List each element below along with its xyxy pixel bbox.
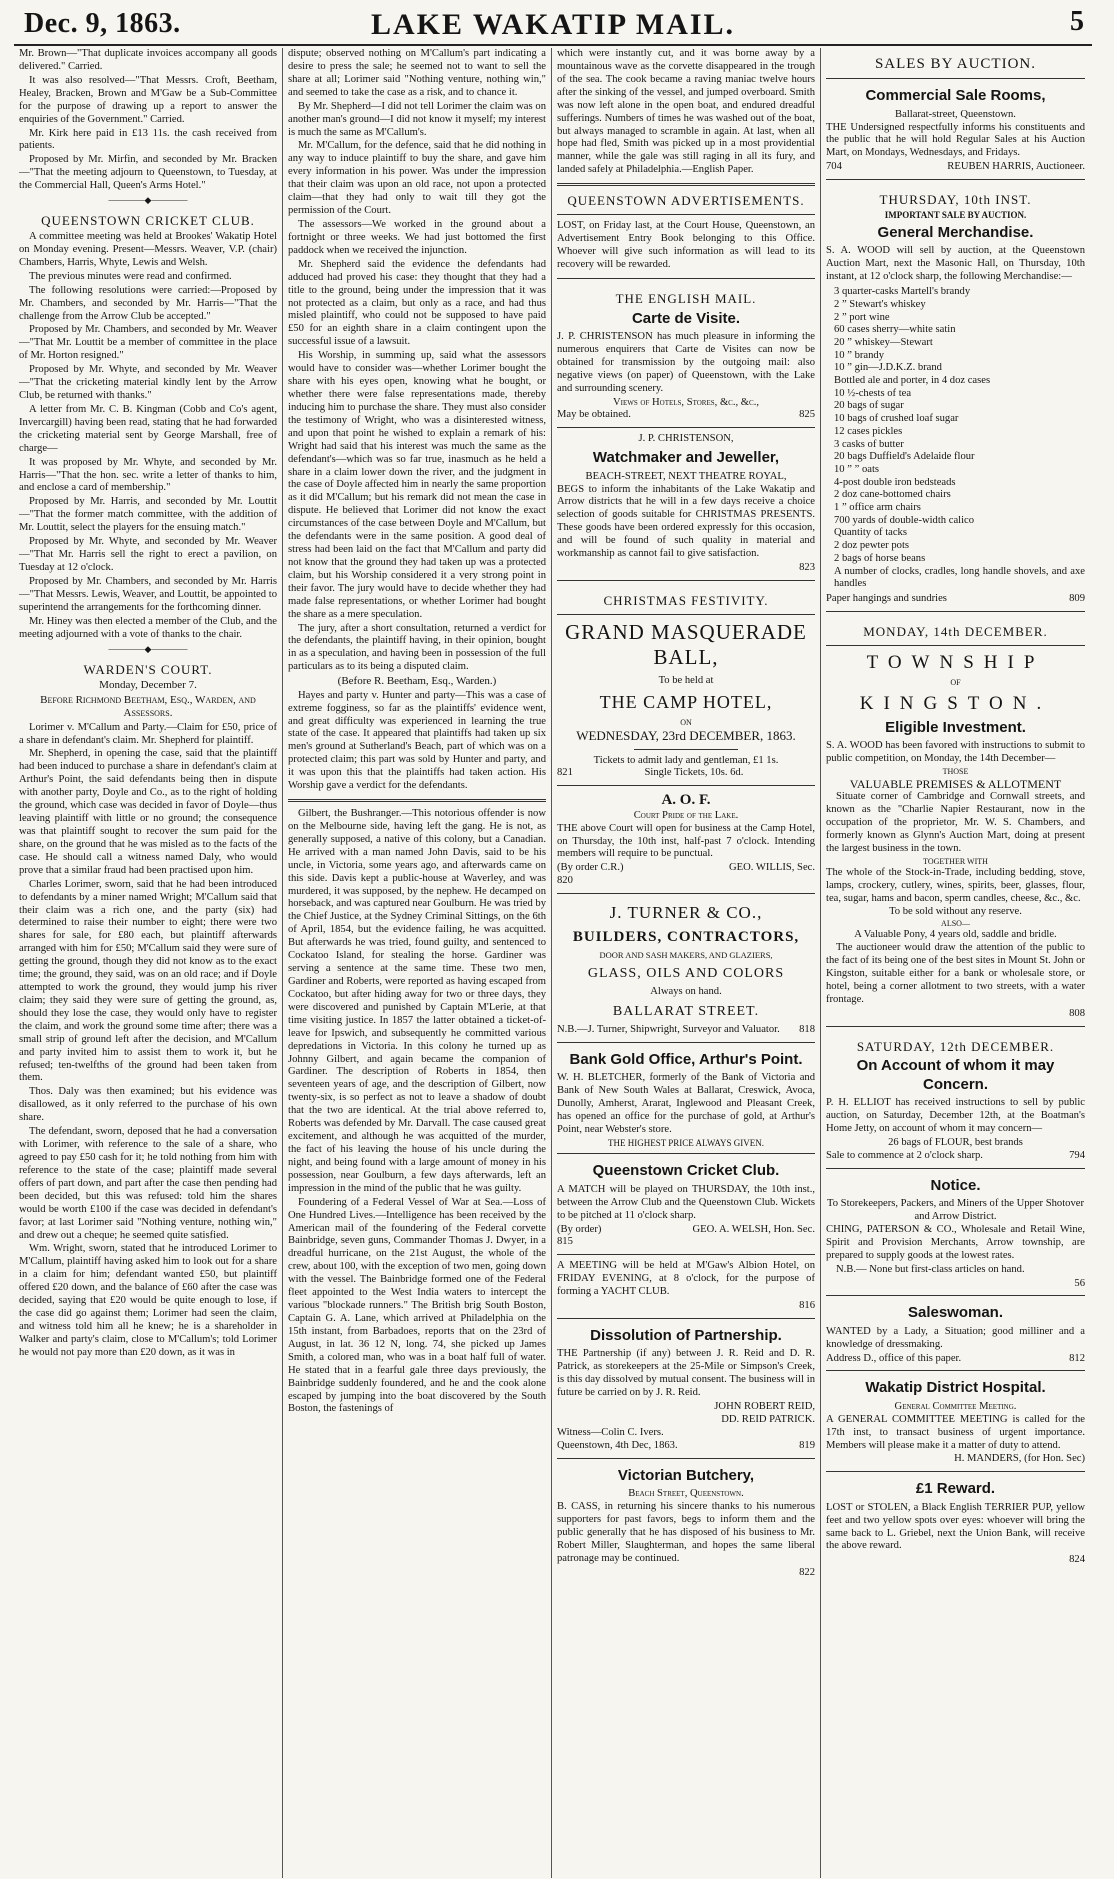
ad-number: 56 bbox=[1074, 1277, 1085, 1289]
ad-line: To be sold without any reserve. bbox=[889, 906, 1022, 918]
ad-number: 809 bbox=[1069, 592, 1085, 604]
ad-heading: Saleswoman. bbox=[907, 1304, 1004, 1322]
column-3 bbox=[552, 48, 821, 1878]
ad-footer bbox=[557, 409, 815, 422]
ad-number: 822 bbox=[799, 1566, 815, 1578]
lot-item: 2 ” port wine bbox=[834, 311, 890, 323]
column-2 bbox=[283, 48, 552, 1878]
account-of-whom-ad bbox=[826, 1032, 1085, 1163]
divider bbox=[557, 1318, 815, 1319]
paragraph: Proposed by Mr. Whyte, and seconded by Mr. Weaver—"That Mr. Harris sell the right to erect a pavilion, on Tuesday at 12 o'clock. bbox=[19, 536, 277, 574]
ad-line: (By order C.R.) bbox=[557, 862, 624, 874]
ad-number: 821 bbox=[557, 767, 573, 779]
ad-line: (By order) bbox=[557, 1223, 602, 1235]
ad-line: Sale to commence at 2 o'clock sharp. bbox=[826, 1149, 983, 1161]
ad-date-heading: MONDAY, 14th DECEMBER. bbox=[863, 623, 1048, 639]
ad-line: Tickets to admit lady and gentleman, £1 1s. bbox=[593, 754, 779, 766]
ad-heading: Bank Gold Office, Arthur's Point. bbox=[569, 1050, 803, 1068]
cricket-match-ad bbox=[557, 1159, 815, 1249]
dissolution-ad bbox=[557, 1324, 815, 1453]
lot-list bbox=[826, 286, 1085, 591]
ad-heading: Notice. bbox=[930, 1176, 981, 1194]
paragraph: The following resolutions were carried:—Proposed by Mr. Chambers, and seconded by Mr. Harris—"That the challenge from the Arrow Club be accepted." bbox=[19, 284, 277, 322]
ad-footer bbox=[557, 1024, 815, 1037]
divider bbox=[557, 614, 815, 615]
paragraph: Mr. Shepherd said the evidence the defendants had adduced had proved his case: they thought that they had a title to the ground, being under the impression that it was not protected as a claim, but only as a race, and had thus misled plaintiff, who could not be supposed to have paid £50 for an eighth share in a claim contingent upon the successful issue of a lawsuit. bbox=[288, 258, 546, 348]
notice-ad bbox=[826, 1174, 1085, 1291]
paragraph: Foundering of a Federal Vessel of War at Sea.—Loss of One Hundred Lives.—Intelligence has been received by the American mail of the foundering of the Federal corvette Bainbridge, seven guns, Commander Thomas J. Dwyer, in a dreadful hurricane, on the 21st August, the whole of the crew, about 100, with the exception of two men, going down with the vessel. The Bainbridge formed one of the Federal fleet appointed to the West India waters to intercept the various "blockade runners." The British brig South Boston, Captain G. A. Lane, which arrived at Philadelphia on the 15th instant, from Barbadoes, reports that on the 23rd of August, in lat. 36 12 N, long. 74, she picked up James Smith, a colored man, who was in a boat half full of water. He stated that in a fearful gale three days previously, the Bainbridge suddenly foundered, and he and the cook alone escaped by jumping into the boat discovered by the South Boston, the fastenings of bbox=[288, 1196, 546, 1415]
paragraph: Lorimer v. M'Callum and Party.—Claim for £50, price of a share in defendant's claim. Mr. Shepherd for plaintiff. bbox=[19, 721, 277, 746]
lot-item: 60 cases sherry—white satin bbox=[834, 324, 956, 336]
divider bbox=[557, 278, 815, 279]
divider bbox=[557, 214, 815, 215]
lot-item: 4-post double iron bedsteads bbox=[834, 476, 956, 488]
paragraph: The assessors—We worked in the ground about a fortnight or three weeks. We had just bottomed the first paddock when we received the injunction. bbox=[288, 218, 546, 256]
paragraph: It was also resolved—"That Messrs. Croft, Beetham, Healey, Bracken, Brown and M'Gaw be a Sub-Committee for the purpose of drawing up a report to answer the enquiries of the Government." Carried. bbox=[19, 74, 277, 125]
ad-line: Witness—Colin C. Ivers. bbox=[557, 1426, 664, 1438]
paragraph: It was proposed by Mr. Whyte, and seconded by Mr. Harris—"That the hon. sec. write a letter of thanks to him, and enclose a card of membership." bbox=[19, 456, 277, 494]
ad-body: P. H. ELLIOT has received instructions to sell by public auction, on Saturday, December 12th, at the Boatman's Home Jetty, on account of whom it may concern— bbox=[826, 1097, 1085, 1134]
ad-line: TOGETHER WITH bbox=[923, 856, 988, 866]
ad-line: ALSO— bbox=[941, 919, 970, 929]
ad-number: 808 bbox=[1069, 1007, 1085, 1019]
lot-item: 2 bags of horse beans bbox=[834, 552, 926, 564]
ad-subheading: VALUABLE PREMISES & ALLOTMENT bbox=[849, 776, 1062, 791]
kingston-ad bbox=[826, 617, 1085, 1021]
ball-date: WEDNESDAY, 23rd DECEMBER, 1863. bbox=[576, 727, 796, 743]
court-before: Before Richmond Beetham, Esq., Warden, and Assessors. bbox=[40, 693, 256, 720]
divider bbox=[557, 1153, 815, 1154]
aof-ad bbox=[557, 791, 815, 888]
yacht-club-ad bbox=[557, 1260, 815, 1313]
ad-heading: TOWNSHIP bbox=[866, 651, 1045, 673]
ad-body: THE Undersigned respectfully informs his constituents and the public that he will hold Regular Sales at his Auction Mart, on Mondays, Wednesdays, and Fridays. bbox=[826, 121, 1085, 159]
ad-footer bbox=[557, 767, 815, 780]
divider bbox=[557, 1458, 815, 1459]
ad-number: 704 bbox=[826, 161, 842, 173]
lot-item: 10 bags of crushed loaf sugar bbox=[834, 413, 959, 425]
lot-item: 20 ” whiskey—Stewart bbox=[834, 336, 933, 348]
divider bbox=[557, 893, 815, 894]
ad-heading: Queenstown Cricket Club. bbox=[592, 1162, 780, 1180]
lot-item: 2 doz cane-bottomed chairs bbox=[834, 489, 951, 501]
builders-ad bbox=[557, 899, 815, 1036]
commercial-sale-rooms-ad bbox=[826, 84, 1085, 174]
ad-body: CHING, PATERSON & CO., Wholesale and Retail Wine, Spirit and Provision Merchants, Arrow township, are prepared to supply goods at the lowest rates. bbox=[826, 1223, 1085, 1261]
ad-signature: REUBEN HARRIS, Auctioneer. bbox=[947, 161, 1085, 173]
ad-body: THE Partnership (if any) between J. R. Reid and D. R. Patrick, as storekeepers at the 25-Mile or Simpson's Creek, is this day dissolved by mutual consent. The business will in future be carried on by J. R. Reid. bbox=[557, 1348, 815, 1399]
issue-date: Dec. 9, 1863. bbox=[24, 8, 181, 39]
ad-number: 812 bbox=[1069, 1352, 1085, 1364]
divider bbox=[826, 1471, 1085, 1472]
ad-body: N.B.— None but first-class articles on hand. bbox=[836, 1263, 1025, 1275]
lot-item: 3 casks of butter bbox=[834, 438, 904, 450]
paragraph: Hayes and party v. Hunter and party—This was a case of extreme fogginess, so far as the plaintiffs' evidence went, and great difficulty was experienced in learning the true state of the case. It appeared that plaintiffs had taken up six men's ground at Sutherland's Beach, part of which was on a protected claim; this part was sold by Hunter and party, and it was upon this that the plaintiffs had taken action. His Worship gave a verdict for the defendants. bbox=[288, 689, 546, 792]
lot-item: 10 ” gin—J.D.K.Z. brand bbox=[834, 362, 942, 374]
paragraph: Mr. M'Callum, for the defence, said that he did nothing in any way to induce plaintiff to buy the share, and gave him every information in his power. Was under the impression that their claim was upon an old race, not upon a protected claim—that they had only to wait till they got the permission of the Court. bbox=[288, 140, 546, 217]
ad-subheading: Watchmaker and Jeweller, bbox=[592, 449, 780, 467]
lot-item: 700 yards of double-width calico bbox=[834, 514, 975, 526]
ad-number: 818 bbox=[799, 1023, 815, 1035]
hospital-ad bbox=[826, 1376, 1085, 1466]
ad-line: N.B.—J. Turner, Shipwright, Surveyor and Valuator. bbox=[557, 1023, 780, 1035]
ad-heading: £1 Reward. bbox=[915, 1480, 996, 1498]
paragraph: Proposed by Mr. Whyte, and seconded by Mr. Weaver—"That the cricketing material kindly lent by the Arrow Club, be returned with thanks." bbox=[19, 364, 277, 402]
paragraph: dispute; observed nothing on M'Callum's part indicating a desire to press the sale; he seemed not to want to sell the share at all; Lorimer said "Nothing venture, nothing win," and seemed to take the case as a risk, and to chance it. bbox=[288, 48, 546, 98]
ad-line: OF bbox=[950, 677, 961, 687]
divider bbox=[826, 1168, 1085, 1169]
ad-footer bbox=[557, 1440, 815, 1453]
lot-item: 3 quarter-casks Martell's brandy bbox=[834, 286, 971, 298]
ad-signature: GEO. WILLIS, Sec. bbox=[728, 862, 815, 874]
ad-number: 820 bbox=[557, 875, 573, 887]
wardens-court-heading: WARDEN'S COURT. bbox=[83, 661, 213, 677]
divider bbox=[826, 645, 1085, 646]
ad-line: Views of Hotels, Stores, &c., &c., bbox=[612, 396, 760, 408]
ad-signature: DD. REID PATRICK. bbox=[721, 1413, 815, 1425]
ad-date-heading: THURSDAY, 10th INST. bbox=[879, 192, 1032, 208]
paragraph: Mr. Hiney was then elected a member of the Club, and the meeting adjourned with a vote of thanks to the chair. bbox=[19, 615, 277, 640]
lot-item: 20 bags of sugar bbox=[834, 400, 904, 412]
ad-footer bbox=[826, 593, 1085, 606]
ad-subheading: Court Pride of the Lake. bbox=[633, 809, 739, 821]
court-date: Monday, December 7. bbox=[99, 679, 197, 692]
ad-line: Paper hangings and sundries bbox=[826, 592, 947, 604]
ad-line: DOOR AND SASH MAKERS, AND GLAZIERS, bbox=[599, 950, 773, 961]
lot-item: 10 ½-chests of tea bbox=[834, 387, 912, 399]
ad-body: The auctioneer would draw the attention of the public to the fact of its being one of the best sites in Mount St. John or Kingston, suitable either for a bank or wholesale store, or hotel, being a corner allotment to two streets, with a water frontage. bbox=[826, 942, 1085, 1005]
divider bbox=[634, 749, 737, 750]
section-divider: ————◆———— bbox=[108, 643, 188, 654]
ad-line: Queenstown, 4th Dec, 1863. bbox=[557, 1439, 678, 1451]
divider bbox=[826, 179, 1085, 180]
divider bbox=[826, 1370, 1085, 1371]
divider bbox=[557, 785, 815, 786]
ad-number: 825 bbox=[799, 409, 815, 421]
lost-book-ad bbox=[557, 220, 815, 273]
paragraph: A committee meeting was held at Brookes' Wakatip Hotel on Monday evening. Present—Messrs. Weaver, V.P. (chair) Chambers, Harris, Whyte, Lewis and Welsh. bbox=[19, 230, 277, 268]
ad-body: J. P. CHRISTENSON has much pleasure in informing the numerous enquirers that Carte de Visites can now be obtained for transmission by the outgoing mail: also negative views (on paper) of Queenstown, with the Lake and surrounding scenery. bbox=[557, 330, 815, 394]
masquerade-ball-ad bbox=[557, 586, 815, 780]
paragraph: His Worship, in summing up, said what the assessors would have to consider was—whether Lorimer bought the share with his eyes open, knowing what he bought, or whether there were false representations made, thereby inducing him to purchase the share. They must also consider the testimony of Wright, who was a disinterested witness, and upon that point he wished to explain a remark of his: Wright had said that his interest was much the same as the defendant's—which was so far true, inasmuch as he held a share in a claim lower down the river, and the judgment in the case of Doyle affected him in nearly the same proportion as it did M'Callum; but his remark did not mean the case in dispute. He believed that Lorimer did not know the exact circumstances of the case between Doyle and M'Callum, but the defendants were in the same position. A good deal of stress had been laid on the fact that M'Callum and party did not know that the ground they had taken up was a protected claim, but his Worship considered it a very strong point in their favor. The jury would have to decide whether they had made false representations, or whether Lorimer had bought the share as a mere speculation. bbox=[288, 350, 546, 620]
ad-footer bbox=[826, 1353, 1085, 1366]
paragraph: which were instantly cut, and it was borne away by a mountainous wave as the corvette disappeared in the trough of the sea. The cook became a raving maniac twelve hours after the sinking of the vessel, and jumped overboard. Smith was now left alone in the open boat, and endured dreadful sufferings. Numbers of times he was washed out of the boat, but always managed to scramble in again. At last, when all hope had fled, Smith was picked up in a most providential manner, while the gale was still raging in all its fury, and landed safely at Philadelphia.—English Paper. bbox=[557, 48, 815, 176]
ad-heading: CHRISTMAS FESTIVITY. bbox=[603, 592, 769, 608]
ad-body: B. CASS, in returning his sincere thanks to his numerous supporters for past favors, begs to inform them and the public generally that he has disposed of his business to Mr. Robert Miller, Slaughterman, and hopes the same liberal patronage may be continued. bbox=[557, 1500, 815, 1564]
lot-item: 20 bags Duffield's Adelaide flour bbox=[834, 451, 975, 463]
column-1 bbox=[14, 48, 283, 1878]
lot-item: 12 cases pickles bbox=[834, 425, 903, 437]
lot-item: 2 doz pewter pots bbox=[834, 540, 910, 552]
divider bbox=[557, 427, 815, 428]
ad-number: 823 bbox=[799, 562, 815, 574]
paragraph: Mr. Shepherd, in opening the case, said that the plaintiff had been induced to purchase a share in defendant's claim at Arthur's Point, the said defendants being then in dispute with another party, Doyle and Co., as to the right of holding the ground, which case was decided in favor of Doyle—thus leaving plaintiff with little or no ground; the consequence was that plaintiff sought to recover the sum paid for the share, on the ground that he was misled as to the facts of the case. He should call a witness named Daly, who would prove that a similar fraud had been practised upon him. bbox=[19, 748, 277, 876]
ad-heading: On Account of whom it may Concern. bbox=[856, 1057, 1055, 1093]
ad-body: A GENERAL COMMITTEE MEETING is called for the 17th inst, to transact business of urgent importance. Members will please make it a matter of duty to attend. bbox=[826, 1413, 1085, 1451]
divider bbox=[826, 611, 1085, 612]
ad-footer bbox=[826, 161, 1085, 174]
ad-heading: J. TURNER & CO., bbox=[609, 903, 763, 923]
ad-address: Beach Street, Queenstown. bbox=[628, 1488, 744, 1500]
ad-date-heading: SATURDAY, 12th DECEMBER. bbox=[856, 1038, 1055, 1054]
ad-body: THE above Court will open for business at the Camp Hotel, on Thursday, the 10th inst, half-past 7 o'clock. Intending members will require to be punctual. bbox=[557, 822, 815, 860]
ad-name: J. P. CHRISTENSON, bbox=[638, 433, 734, 445]
paragraph: Wm. Wright, sworn, stated that he introduced Lorimer to M'Callum, plaintiff having asked him to look out for a share in a claim for him; defendant wanted £50, but plaintiff offered £20 down, and the balance of £60 after the case was decided, saying that £20 would be quite enough to lose, if the case did go against them; Lorimer had seen the claim, and witness told him all he knew; he is a shareholder in Walker and party's claim, close to M'Callum's; told Lorimer he would not pay more than £20 down, as it was in bbox=[19, 1243, 277, 1358]
ad-heading: Victorian Butchery, bbox=[617, 1466, 755, 1484]
paragraph: The previous minutes were read and confirmed. bbox=[29, 270, 232, 282]
sales-by-auction-heading: SALES BY AUCTION. bbox=[874, 56, 1037, 72]
saleswoman-ad bbox=[826, 1301, 1085, 1365]
ad-subheading: Carte de Visite. bbox=[631, 309, 741, 327]
column-4 bbox=[821, 48, 1090, 1878]
lot-item: 10 ” ” oats bbox=[834, 463, 880, 475]
bank-gold-office-ad bbox=[557, 1048, 815, 1149]
ad-address: BEACH-STREET, NEXT THEATRE ROYAL, bbox=[585, 470, 787, 482]
ad-line: A Valuable Pony, 4 years old, saddle and bridle. bbox=[854, 929, 1057, 941]
divider bbox=[288, 799, 546, 802]
lot-item: 2 ” Stewart's whiskey bbox=[834, 298, 926, 310]
ad-heading: KINGSTON. bbox=[859, 692, 1052, 714]
section-divider: ————◆———— bbox=[108, 195, 188, 206]
ad-heading: Commercial Sale Rooms, bbox=[865, 87, 1046, 105]
ad-heading: Dissolution of Partnership. bbox=[590, 1327, 782, 1345]
divider bbox=[557, 1254, 815, 1255]
ad-heading: A. O. F. bbox=[661, 792, 711, 809]
ball-venue: THE CAMP HOTEL, bbox=[599, 691, 773, 712]
ad-body: S. A. WOOD has been favored with instructions to submit to public competition, on Monday, the 14th December— bbox=[826, 740, 1085, 765]
ad-heading: Wakatip District Hospital. bbox=[865, 1379, 1046, 1397]
paragraph: Charles Lorimer, sworn, said that he had been introduced to defendants by a miner named Wright; M'Callum said that their claim was a rich one, and the party (six) had determined to raise their number to eight; there were two shares for sale, for £80 each, but plaintiff afterwards arranged with him for £50; M'Callum said they were sure of getting the ground, though they did not know as to the exact time; the ground, they said, was on an old race; and if Doyle attempted to work the ground, they would jump his river claim; they said they were sure of getting the ground, as, should they lose the case, they would only have to register the claim, and work the ground some time after; there was a small strip of ground left after the decision, and M'Callum and party invited him to assist them to work it, but he refused; ten-twelfths of the ground had been taken from them. bbox=[19, 878, 277, 1084]
ad-number: 819 bbox=[799, 1439, 815, 1451]
cricket-club-heading: QUEENSTOWN CRICKET CLUB. bbox=[41, 213, 255, 229]
ad-subheading: BUILDERS, CONTRACTORS, bbox=[572, 928, 800, 945]
ad-body: LOST, on Friday last, at the Court House, Queenstown, an Advertisement Entry Book belonging to this Office. Whoever will give such information as will lead to its recovery will be rewarded. bbox=[557, 220, 815, 270]
ad-body: A MATCH will be played on THURSDAY, the 10th inst., between the Arrow Club and the Queenstown Club. Wickets to be pitched at 11 o'clock sharp. bbox=[557, 1183, 815, 1221]
divider bbox=[826, 1295, 1085, 1296]
ad-line: Address D., office of this paper. bbox=[826, 1352, 962, 1364]
lot-item: Bottled ale and porter, in 4 doz cases bbox=[834, 375, 991, 387]
ad-line: 26 bags of FLOUR, best brands bbox=[888, 1136, 1023, 1148]
ad-address: BALLARAT STREET. bbox=[612, 1003, 760, 1019]
ad-line: May be obtained. bbox=[557, 409, 631, 421]
butchery-ad bbox=[557, 1464, 815, 1580]
paragraph: Proposed by Mr. Mirfin, and seconded by Mr. Bracken—"That the meeting adjourn to Queenstown, to Tuesday, at the Commercial Hall, Queen's Arms Hotel." bbox=[19, 154, 277, 192]
ad-footer bbox=[557, 1224, 815, 1237]
ad-body: W. H. BLETCHER, formerly of the Bank of Victoria and Bank of New South Wales at Ballarat, Creswick, Avoca, Dunolly, Amherst, Ararat, Inglewood and Pleasant Creek, has opened an office for the purchase of gold, at Arthur's Point, near Webster's store. bbox=[557, 1071, 815, 1135]
reward-ad bbox=[826, 1477, 1085, 1567]
ad-subheading: General Committee Meeting. bbox=[894, 1400, 1017, 1412]
divider bbox=[557, 183, 815, 186]
newspaper-title: LAKE WAKATIP MAIL. bbox=[370, 8, 736, 41]
ad-number: 794 bbox=[1069, 1149, 1085, 1161]
ad-footer bbox=[826, 1150, 1085, 1163]
ad-line: THE HIGHEST PRICE ALWAYS GIVEN. bbox=[607, 1137, 765, 1148]
paragraph: A letter from Mr. C. B. Kingman (Cobb and Co's agent, Invercargill) having been read, stating that he had forwarded the cricketing material sent by George Marshall, free of charge— bbox=[19, 403, 277, 454]
paragraph: Thos. Daly was then examined; but his evidence was disallowed, as it only referred to the purchase of his own share. bbox=[19, 1086, 277, 1124]
masthead bbox=[14, 4, 1092, 46]
ad-address: Ballarat-street, Queenstown. bbox=[895, 108, 1016, 120]
page-number: 5 bbox=[1070, 6, 1084, 37]
ad-line: THOSE bbox=[942, 766, 969, 776]
paragraph: By Mr. Shepherd—I did not tell Lorimer the claim was on another man's ground—I did not know it myself; my interest is much the same as M'Callum's. bbox=[288, 100, 546, 138]
ad-heading: General Merchandise. bbox=[877, 224, 1034, 242]
court-before: (Before R. Beetham, Esq., Warden.) bbox=[337, 675, 497, 688]
ad-signature: GEO. A. WELSH, Hon. Sec. bbox=[692, 1223, 815, 1235]
ad-body: A MEETING will be held at M'Gaw's Albion Hotel, on FRIDAY EVENING, at 8 o'clock, for the purpose of forming a YACHT CLUB. bbox=[557, 1260, 815, 1298]
ad-footer bbox=[557, 862, 815, 875]
paragraph: Gilbert, the Bushranger.—This notorious offender is now on the Melbourne side, having left the gang. He is not, as generally supposed, a native of this colony, but a Canadian. He arrived with a man named John Davis, said to be his uncle, in Victoria, some years ago, and afterwards came on this side. Davis kept a public-house at Waverley, and was murdered, it was supposed, by the nephew. He decamped on horseback, and was captured near Goulburn. He was tried by the Chief Justice, at the Sydney Criminal Sittings, on the 6th of April, 1854, but the evidence failing, he was acquitted. But afterwards he was tried, found guilty, and sentenced to Cockatoo Island, for stealing the horse. Gardiner was serving a sentence at the same time. These two men, Gardiner and Roberts, were reported as having escaped from Cockatoo, but after hiding away for two or three days, they were discovered and punished by Captain M'Lerie, at that time visiting justice. In 1857 the latter obtained a ticket-of-leave for Ipswich, and subsequently he committed various depredations in Victoria. In this colony he turned up as Johnny Gilbert, and again became the companion of Gardiner. The description of Roberts in 1854, then seventeen years of age, and the description of Gilbert, now twenty-six, is so perfect as not to leave a shadow of doubt that the two are identical. At the trial above referred to, Roberts was defended by Mr. Darvall. The case caused great excitement, and although he was acquitted of the murder, the fact of his leaving the house of his uncle during the night, and being found with a large amount of money in his possession, near Goulburn, a few days afterwards, left an impression in the mind of the public that he was guilty. bbox=[288, 808, 546, 1194]
lot-item: 1 ” office arm chairs bbox=[834, 502, 921, 514]
watchmaker-ad bbox=[557, 433, 815, 575]
ad-heading: THE ENGLISH MAIL. bbox=[615, 290, 757, 306]
paragraph: Mr. Kirk here paid in £13 11s. the cash received from patients. bbox=[19, 127, 277, 152]
ad-body: WANTED by a Lady, a Situation; good milliner and a knowledge of dressmaking. bbox=[826, 1325, 1085, 1350]
ad-subheading: GLASS, OILS AND COLORS bbox=[587, 965, 785, 981]
ball-title: GRAND MASQUERADE BALL, bbox=[565, 619, 807, 670]
paragraph: The jury, after a short consultation, returned a verdict for the defendants, the plaintiff having, in their opinion, bought in as a speculation, and having been in possession of the full particulars as to its being a disputed claim. bbox=[288, 622, 546, 673]
ad-number: 816 bbox=[799, 1300, 815, 1312]
queenstown-ads-heading: QUEENSTOWN ADVERTISEMENTS. bbox=[567, 193, 805, 209]
ad-signature: JOHN ROBERT REID, bbox=[714, 1401, 815, 1413]
divider bbox=[557, 1042, 815, 1043]
ad-number: 824 bbox=[1069, 1554, 1085, 1566]
lot-item: 10 ” brandy bbox=[834, 349, 885, 361]
ad-body: LOST or STOLEN, a Black English TERRIER PUP, yellow feet and two yellow spots over eyes: whoever will bring the same back to L. Griebel, next the Union Bank, will receive the above reward. bbox=[826, 1501, 1085, 1552]
ad-signature: H. MANDERS, (for Hon. Sec) bbox=[954, 1453, 1085, 1465]
paragraph: Proposed by Mr. Chambers, and seconded by Mr. Harris—"That Messrs. Lewis, Weaver, and Louttit, be appointed to superintend the arrangements for the forthcoming dinner. bbox=[19, 575, 277, 613]
lot-item: Quantity of tacks bbox=[834, 527, 907, 539]
general-merchandise-ad bbox=[826, 185, 1085, 606]
ad-line: ON bbox=[680, 717, 692, 727]
ad-line: To be held at bbox=[658, 675, 714, 687]
ad-subheading: Eligible Investment. bbox=[885, 718, 1026, 736]
divider bbox=[557, 580, 815, 581]
ad-subheading: To Storekeepers, Packers, and Miners of the Upper Shotover and Arrow District. bbox=[827, 1197, 1084, 1222]
paragraph: Proposed by Mr. Chambers, and seconded by Mr. Weaver—"That Mr. Louttit be a member of committee in the place of Mr. Horton resigned." bbox=[19, 324, 277, 362]
divider bbox=[826, 78, 1085, 79]
ad-body: S. A. WOOD will sell by auction, at the Queenstown Auction Mart, next the Masonic Hall, on Thursday, 10th instant, at 12 o'clock sharp, the following Merchandise:— bbox=[826, 245, 1085, 283]
divider bbox=[826, 1026, 1085, 1027]
ad-line: Always on hand. bbox=[650, 985, 722, 997]
ad-line: IMPORTANT SALE BY AUCTION. bbox=[884, 210, 1027, 221]
lot-item: A number of clocks, cradles, long handle shovels, and axe handles bbox=[834, 565, 1085, 590]
paragraph: The defendant, sworn, deposed that he had a conversation with Lorimer, with reference to the sale of a share, who agreed to pay £50 cash for it; he told nothing from him with reference to the state of the case; plaintiff made several offers of part down, and part after the case then pending had been decided, but this was refused: told him the shares would be worth £100 if the case was decided in defendant's favor; at last Lorimer said "Nothing venture, nothing win," and drew out a cheque; he seemed quite satisfied. bbox=[19, 1126, 277, 1241]
ad-body: BEGS to inform the inhabitants of the Lake Wakatip and Arrow districts that he will in a few days receive a choice selection of goods suitable for CHRISTMAS PRESENTS. These goods have been ordered expressly for this occasion, and will be found of such quality in material and workmanship as cannot fail to give satisfaction. bbox=[557, 483, 815, 560]
paragraph: Mr. Brown—"That duplicate invoices accompany all goods delivered." Carried. bbox=[19, 48, 277, 72]
ad-body: The whole of the Stock-in-Trade, including bedding, stove, lamps, crockery, cutlery, wines, spirits, beer, glasses, flour, tea, sugar, hams and bacon, sperm candles, cheese, &c., &c. bbox=[826, 866, 1085, 904]
ad-body: Situate corner of Cambridge and Cornwall streets, and known as the "Charlie Napier Restaurant, now in the occupation of the proprietor, Mr. W. S. Chambers, and formerly known as Glynn's Auction Mart, doing at present the largest business in the town. bbox=[826, 791, 1085, 855]
columns bbox=[14, 48, 1092, 1878]
ad-line: Single Tickets, 10s. 6d. bbox=[644, 767, 744, 779]
english-mail-ad bbox=[557, 284, 815, 423]
paragraph: Proposed by Mr. Harris, and seconded by Mr. Louttit—"That the former match committee, with the addition of Mr. Louttit, select the players for the ensuing match." bbox=[19, 496, 277, 534]
ad-number: 815 bbox=[557, 1236, 573, 1248]
